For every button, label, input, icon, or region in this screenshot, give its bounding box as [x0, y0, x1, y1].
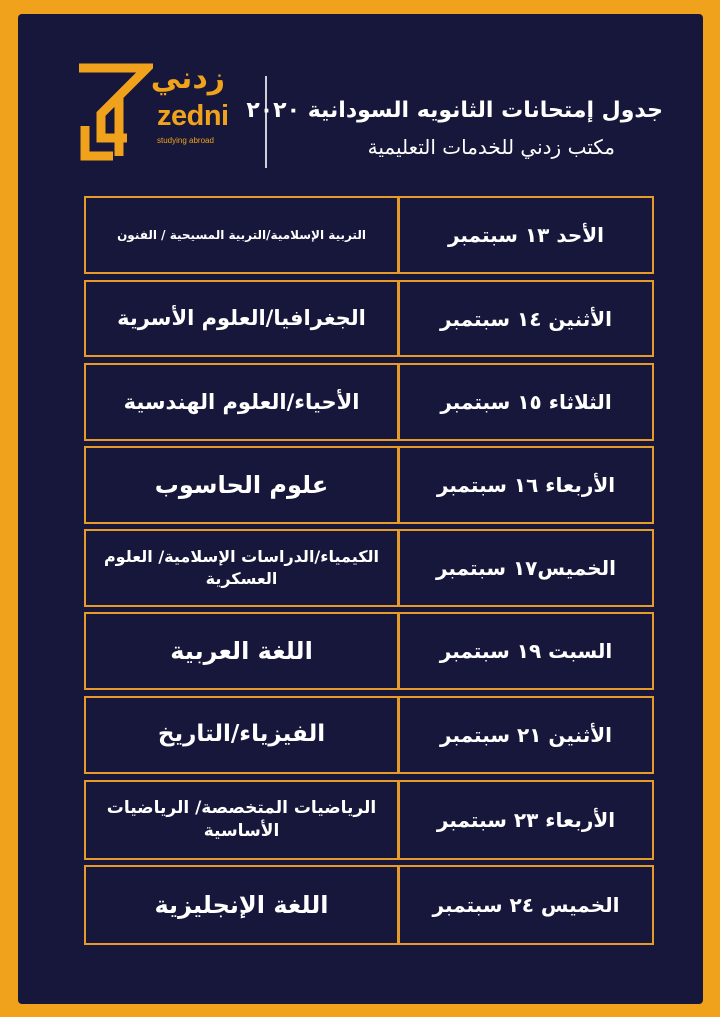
- subject-cell: الجغرافيا/العلوم الأسرية: [86, 282, 400, 355]
- subject-cell: الكيمياء/الدراسات الإسلامية/ العلوم العسكرية: [86, 531, 400, 605]
- poster-frame: [18, 14, 703, 1004]
- subject-cell: اللغة العربية: [86, 614, 400, 688]
- page-subtitle: مكتب زدني للخدمات التعليمية: [367, 135, 615, 159]
- schedule-row: [84, 446, 654, 524]
- subject-cell: اللغة الإنجليزية: [86, 867, 400, 943]
- schedule-row: [84, 529, 654, 607]
- subject-cell: التربية الإسلامية/التربية المسيحية / الفنون: [86, 198, 400, 272]
- date-cell: الأربعاء ١٦ سبتمبر: [436, 473, 616, 497]
- date-cell: الأثنين ٢١ سبتمبر: [440, 723, 612, 747]
- schedule-row: [84, 696, 654, 774]
- date-cell: السبت ١٩ سبتمبر: [439, 639, 613, 663]
- schedule-row: [84, 865, 654, 945]
- page-title: جدول إمتحانات الثانويه السودانية ٢٠٢٠: [246, 98, 663, 123]
- date-cell: الأربعاء ٢٣ سبتمبر: [436, 808, 616, 832]
- date-cell: الثلاثاء ١٥ سبتمبر: [440, 390, 612, 414]
- schedule-row: [84, 363, 654, 441]
- schedule-row: [84, 612, 654, 690]
- zedni-logo-mark-icon: [73, 56, 153, 166]
- date-cell: الخميس ٢٤ سبتمبر: [432, 893, 620, 917]
- date-cell: الأحد ١٣ سبتمبر: [447, 223, 605, 247]
- date-cell: الأثنين ١٤ سبتمبر: [440, 306, 612, 331]
- subject-cell: الأحياء/العلوم الهندسية: [86, 365, 400, 439]
- subject-cell: الفيزياء/التاريخ: [86, 698, 400, 772]
- schedule-row: [84, 780, 654, 860]
- logo-arabic-name: زدني: [150, 61, 225, 96]
- subject-cell: الرياضيات المتخصصة/ الرياضيات الأساسية: [86, 782, 400, 858]
- date-cell: الخميس١٧ سبتمبر: [435, 556, 617, 580]
- logo-latin-name: zedni: [157, 100, 229, 132]
- subject-cell: علوم الحاسوب: [86, 448, 400, 522]
- zedni-logo: [73, 56, 263, 181]
- logo-tagline: studying abroad: [157, 136, 214, 145]
- schedule-row: [84, 196, 654, 274]
- schedule-row: [84, 280, 654, 357]
